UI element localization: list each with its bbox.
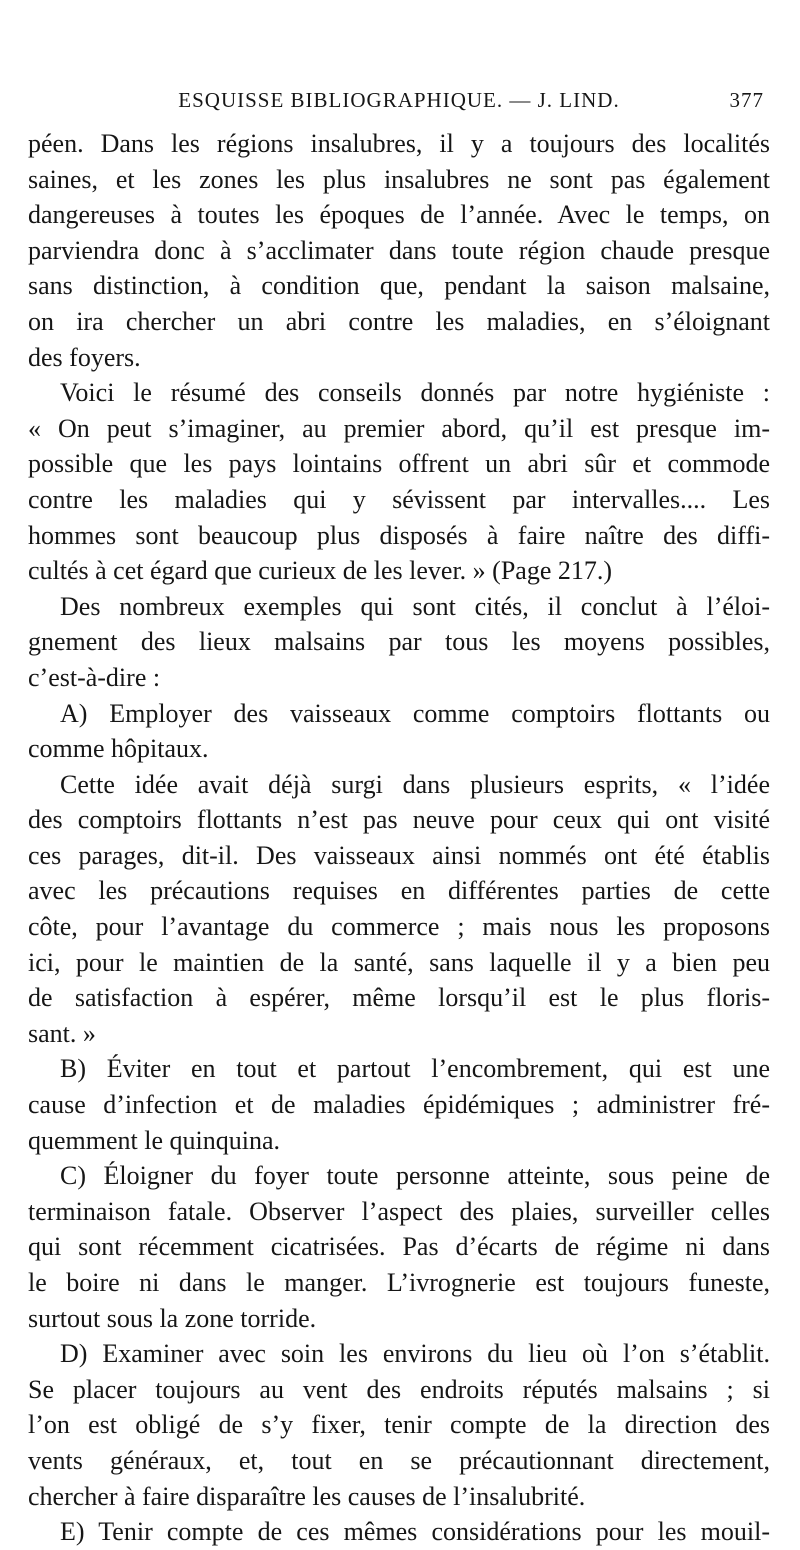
text-line: dangereuses à toutes les époques de l’année. Avec le temps, on [28,200,770,230]
text-line: B) Éviter en tout et partout l’encombrement, qui est une [60,1054,770,1084]
text-line: de satisfaction à espérer, même lorsqu’il est le plus floris- [28,983,770,1013]
text-line: côte, pour l’avantage du commerce ; mais nous les proposons [28,912,770,942]
text-line: péen. Dans les régions insalubres, il y a toujours des localités [28,129,770,158]
text-line: Des nombreux exemples qui sont cités, il conclut à l’éloi- [60,591,770,621]
text-line: des comptoirs flottants n’est pas neuve pour ceux qui ont visité [28,805,770,835]
text-line: cultés à cet égard que curieux de les lever. » (Page 217.) [28,556,613,586]
text-line: cause d’infection et de maladies épidémiques ; administrer fré- [28,1090,770,1120]
text-line: c’est-à-dire : [28,662,161,692]
text-line: Cette idée avait déjà surgi dans plusieurs esprits, « l’idée [60,769,770,799]
running-head-title: ESQUISSE BIBLIOGRAPHIQUE. — J. LIND. [178,88,620,112]
text-line: hommes sont beaucoup plus disposés à faire naître des diffi- [28,520,770,550]
running-head [28,88,770,122]
text-line: avec les précautions requises en différentes parties de cette [28,876,770,906]
text-line: C) Éloigner du foyer toute personne atteinte, sous peine de [60,1161,770,1191]
text-line: parviendra donc à s’acclimater dans toute région chaude presque [28,235,770,265]
text-line: comme hôpitaux. [28,734,209,764]
text-line: sant. » [28,1018,96,1048]
text-line: E) Tenir compte de ces mêmes considérations pour les mouil- [60,1517,770,1547]
text-line: ces parages, dit-il. Des vaisseaux ainsi nommés ont été établis [28,840,770,870]
text-line: vents généraux, et, tout en se précautionnant directement, [28,1445,770,1475]
text-line: A) Employer des vaisseaux comme comptoirs flottants ou [60,698,770,728]
text-line: Voici le résumé des conseils donnés par notre hygiéniste : [60,378,770,408]
text-line: possible que les pays lointains offrent un abri sûr et commode [28,449,770,479]
text-line: D) Examiner avec soin les environs du lieu où l’on s’établit. [60,1339,770,1369]
text-line: des foyers. [28,342,141,372]
text-line: terminaison fatale. Observer l’aspect des plaies, surveiller celles [28,1196,770,1226]
text-line: sans distinction, à condition que, pendant la saison malsaine, [28,271,770,301]
text-line: quemment le quinquina. [28,1125,281,1155]
text-line: Se placer toujours au vent des endroits réputés malsains ; si [28,1374,770,1404]
text-line: contre les maladies qui y sévissent par intervalles.... Les [28,484,770,514]
text-line: qui sont récemment cicatrisées. Pas d’écarts de régime ni dans [28,1232,770,1262]
text-line: ici, pour le maintien de la santé, sans laquelle il y a bien peu [28,947,770,977]
text-line: le boire ni dans le manger. L’ivrognerie est toujours funeste, [28,1268,770,1297]
text-line: on ira chercher un abri contre les maladies, en s’éloignant [28,306,770,336]
page-number: 377 [729,88,764,112]
text-line: chercher à faire disparaître les causes de l’insalubrité. [28,1481,586,1511]
text-line: l’on est obligé de s’y fixer, tenir compte de la direction des [28,1410,770,1440]
text-line: saines, et les zones les plus insalubres ne sont pas également [28,164,770,194]
text-line: surtout sous la zone torride. [28,1303,317,1333]
body-text [28,126,770,1550]
text-line: gnement des lieux malsains par tous les moyens possibles, [28,627,770,657]
text-line: « On peut s’imaginer, au premier abord, qu’il est presque im- [28,413,770,443]
